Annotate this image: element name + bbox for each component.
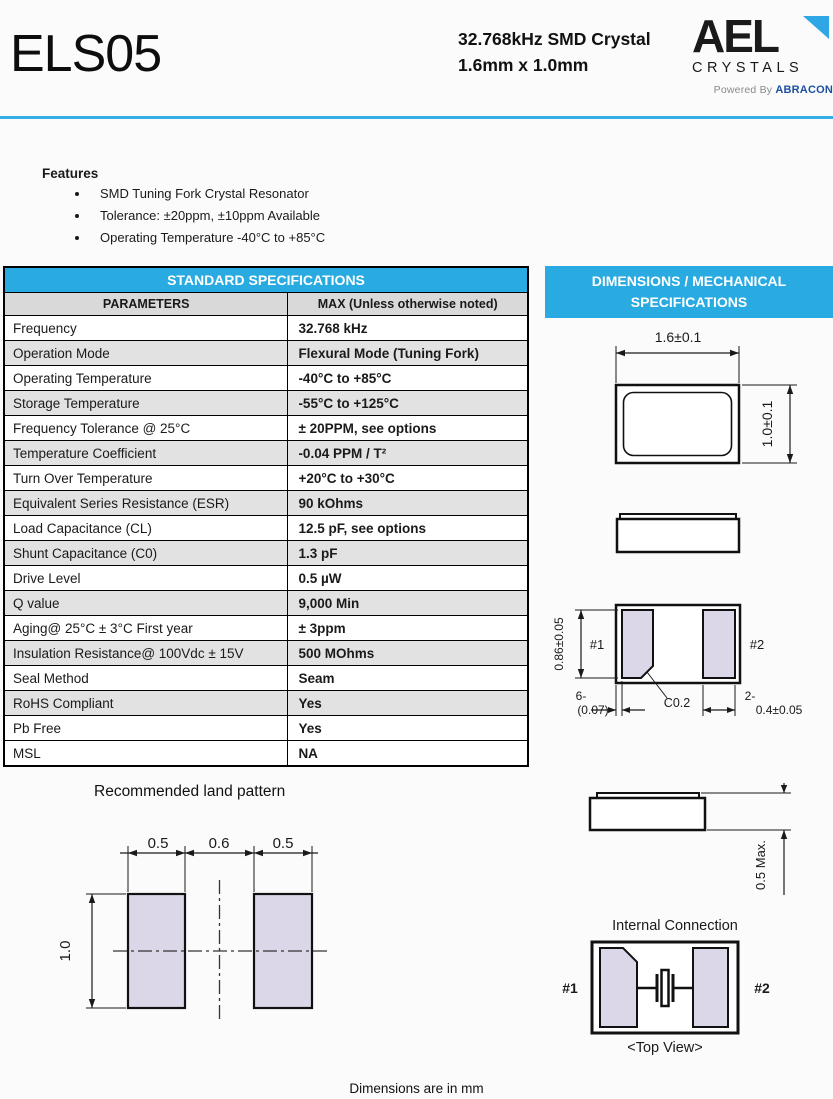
table-row — [4, 516, 528, 541]
brand-logo — [690, 12, 833, 96]
subtitle-line2: 1.6mm x 1.0mm — [458, 55, 589, 76]
pad1-label: #1 — [589, 637, 605, 652]
value-cell: NA — [288, 741, 528, 767]
param-cell: Load Capacitance (CL) — [4, 516, 288, 541]
pad1-shape — [600, 948, 637, 1027]
table-row — [4, 691, 528, 716]
param-cell: Pb Free — [4, 716, 288, 741]
chamfer-label: C0.2 — [663, 696, 691, 710]
param-cell: RoHS Compliant — [4, 691, 288, 716]
value-cell: ± 20PPM, see options — [288, 416, 528, 441]
logo-triangle-icon — [803, 16, 829, 39]
value-cell: Seam — [288, 666, 528, 691]
param-cell: Operation Mode — [4, 341, 288, 366]
body-outline — [590, 798, 705, 830]
value-cell: -55°C to +125°C — [288, 391, 528, 416]
corner-dim: (0.07) — [577, 703, 609, 717]
table-row — [4, 316, 528, 341]
pad2-shape — [693, 948, 728, 1027]
header-divider — [0, 116, 833, 119]
param-cell: Frequency Tolerance @ 25°C — [4, 416, 288, 441]
features-list — [72, 186, 325, 252]
pad1-shape — [622, 610, 653, 678]
pad-width-dim-left: 0.5 — [147, 835, 169, 852]
value-cell: Yes — [288, 716, 528, 741]
table-row — [4, 341, 528, 366]
table-row — [4, 491, 528, 516]
value-cell: 32.768 kHz — [288, 316, 528, 341]
subtitle-line1: 32.768kHz SMD Crystal — [458, 29, 651, 49]
param-cell: Drive Level — [4, 566, 288, 591]
body-outline — [617, 519, 739, 552]
pad2-label: #2 — [749, 637, 765, 652]
pin2-label: #2 — [754, 980, 770, 996]
feature-item: • SMD Tuning Fork Crystal Resonator — [90, 186, 325, 201]
param-cell: Temperature Coefficient — [4, 441, 288, 466]
pad-height-dim: 1.0 — [57, 940, 74, 962]
value-cell: ± 3ppm — [288, 616, 528, 641]
param-cell: Insulation Resistance@ 100Vdc ± 15V — [4, 641, 288, 666]
top-view-height-dim: 1.0±0.1 — [759, 400, 775, 448]
top-view-caption: <Top View> — [627, 1040, 703, 1056]
table-row — [4, 391, 528, 416]
dim-header-line2: SPECIFICATIONS — [630, 294, 748, 310]
param-cell: Q value — [4, 591, 288, 616]
table-row — [4, 666, 528, 691]
value-cell: -0.04 PPM / T² — [288, 441, 528, 466]
param-cell: Operating Temperature — [4, 366, 288, 391]
pad-width-dim: 0.4±0.05 — [755, 703, 803, 717]
bottom-view-drawing — [545, 578, 833, 743]
value-cell: 500 MOhms — [288, 641, 528, 666]
value-cell: 9,000 Min — [288, 591, 528, 616]
pad2-shape — [703, 610, 735, 678]
product-subtitle — [458, 26, 651, 79]
table-row — [4, 616, 528, 641]
top-view-width-dim: 1.6±0.1 — [654, 329, 702, 345]
value-cell: Yes — [288, 691, 528, 716]
dim-header-line1: DIMENSIONS / MECHANICAL — [591, 273, 787, 289]
corner-count-label: 6- — [575, 689, 587, 703]
value-cell: 90 kOhms — [288, 491, 528, 516]
value-cell: 0.5 µW — [288, 566, 528, 591]
powered-by-label: Powered By — [713, 84, 773, 96]
pin1-label: #1 — [562, 980, 578, 996]
pad-height-dim: 0.86±0.05 — [552, 617, 566, 671]
table-row — [4, 541, 528, 566]
value-cell: +20°C to +30°C — [288, 466, 528, 491]
top-view-drawing — [545, 322, 833, 482]
table-row — [4, 716, 528, 741]
land-pattern-title: Recommended land pattern — [94, 783, 286, 800]
max-height-dim: 0.5 Max. — [753, 840, 768, 890]
footer-note: Dimensions are in mm — [349, 1081, 484, 1096]
package-outline — [616, 385, 739, 463]
param-cell: Aging@ 25°C ± 3°C First year — [4, 616, 288, 641]
table-row — [4, 416, 528, 441]
value-cell: 1.3 pF — [288, 541, 528, 566]
value-cell: Flexural Mode (Tuning Fork) — [288, 341, 528, 366]
powered-by-brand: ABRACON — [775, 84, 833, 96]
table-row — [4, 641, 528, 666]
pad-width-dim-right: 0.5 — [272, 835, 294, 852]
logo-brand-text: AEL — [692, 12, 778, 62]
features-heading: Features — [42, 166, 99, 181]
param-cell: Frequency — [4, 316, 288, 341]
internal-connection-title: Internal Connection — [612, 918, 738, 934]
powered-by — [690, 84, 833, 96]
spec-table — [3, 266, 529, 767]
internal-connection-drawing — [545, 912, 833, 1067]
param-cell: Turn Over Temperature — [4, 466, 288, 491]
pad-count-label: 2- — [744, 689, 756, 703]
col-header-parameters: PARAMETERS — [4, 293, 288, 316]
table-row — [4, 591, 528, 616]
side-view-drawing — [545, 505, 833, 565]
logo-sub-text: CRYSTALS — [692, 60, 804, 76]
col-header-max: MAX (Unless otherwise noted) — [288, 293, 528, 316]
table-row — [4, 741, 528, 767]
spec-table-title: STANDARD SPECIFICATIONS — [4, 267, 528, 293]
table-row — [4, 566, 528, 591]
param-cell: MSL — [4, 741, 288, 767]
feature-item: • Operating Temperature -40°C to +85°C — [90, 230, 325, 245]
param-cell: Equivalent Series Resistance (ESR) — [4, 491, 288, 516]
table-row — [4, 441, 528, 466]
side-view-height-drawing — [545, 783, 833, 898]
table-row — [4, 366, 528, 391]
gap-dim: 0.6 — [208, 835, 230, 852]
land-pattern-drawing — [40, 820, 370, 1035]
feature-item: • Tolerance: ±20ppm, ±10ppm Available — [90, 208, 325, 223]
table-row — [4, 466, 528, 491]
page-title: ELS05 — [10, 25, 162, 83]
ael-logo-graphic — [690, 12, 833, 76]
param-cell: Seal Method — [4, 666, 288, 691]
value-cell: -40°C to +85°C — [288, 366, 528, 391]
spec-table-body — [4, 316, 528, 767]
param-cell: Shunt Capacitance (C0) — [4, 541, 288, 566]
crystal-symbol — [662, 970, 669, 1006]
param-cell: Storage Temperature — [4, 391, 288, 416]
dimensions-panel-header — [545, 266, 833, 318]
value-cell: 12.5 pF, see options — [288, 516, 528, 541]
